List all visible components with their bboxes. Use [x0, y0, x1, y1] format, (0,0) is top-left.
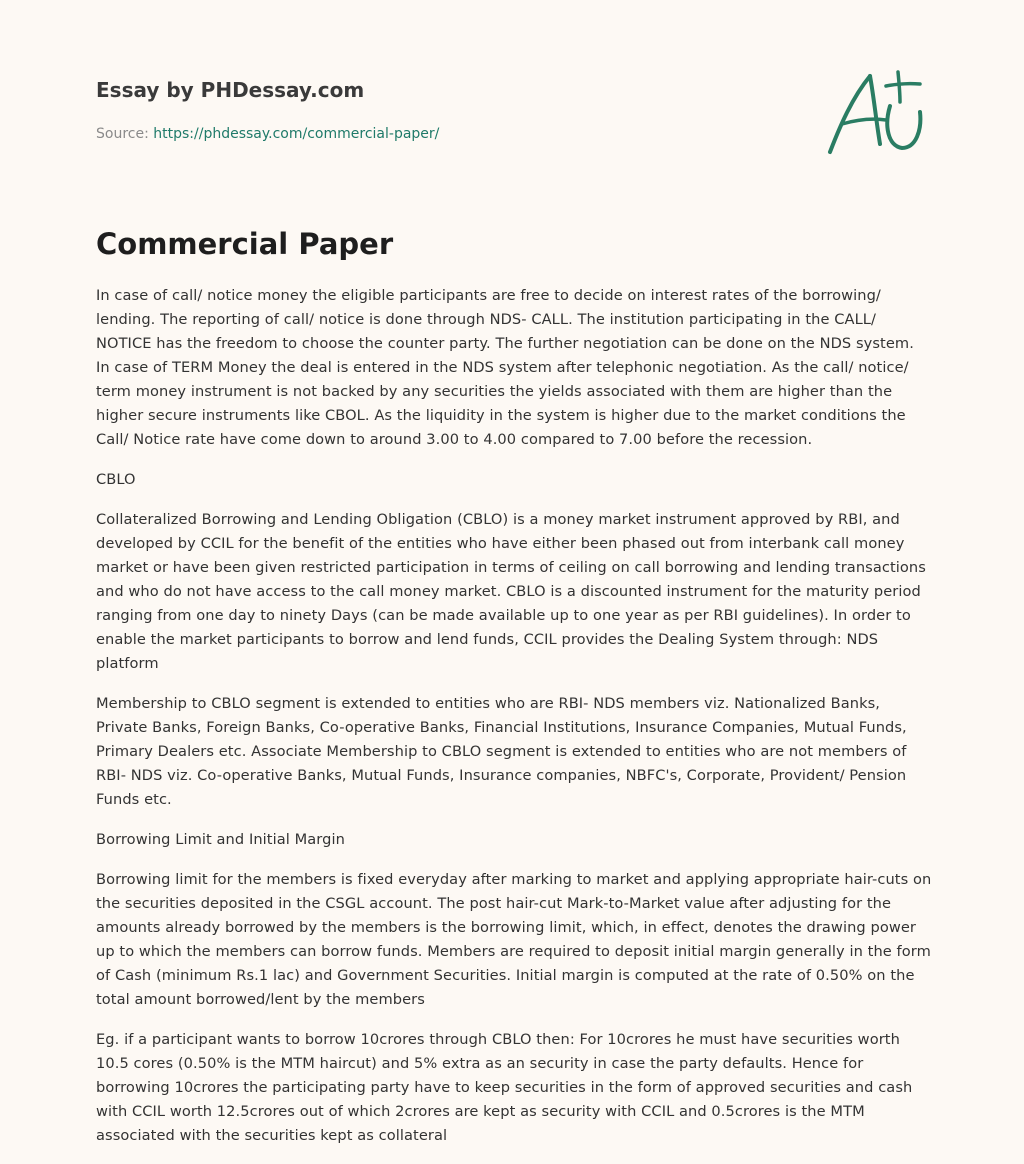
subheading-borrowing-limit: Borrowing Limit and Initial Margin: [96, 831, 345, 848]
source-label: Source:: [96, 126, 154, 142]
site-brand: Essay by PHDessay.com: [96, 78, 365, 102]
paragraph-cblo-definition: Collateralized Borrowing and Lending Obligation (CBLO) is a money market instrument approved by RBI, and developed by CCIL for the benefit of the entities who have either been phased out from interbank call money market or have been given restricted participation in terms of ceiling on call borrowing and lending transactions and who do not have access to the call money market. CBLO is a discounted instrument for the maturity period ranging from one day to ninety Days (can be made available up to one year as per RBI guidelines). In order to enable the market participants to borrow and lend funds, CCIL provides the Dealing System through: NDS platform: [96, 511, 926, 672]
a-plus-logo-icon: [822, 68, 926, 162]
paragraph-example: Eg. if a participant wants to borrow 10crores through CBLO then: For 10crores he must have securities worth 10.5 cores (0.50% is the MTM haircut) and 5% extra as an security in case the party defaults. Hence for borrowing 10crores the participating party have to keep securities in the form of approved securities and cash with CCIL worth 12.5crores out of which 2crores are kept as security with CCIL and 0.5crores is the MTM associated with the securities kept as collateral: [96, 1031, 913, 1144]
paragraph-call-notice-money: In case of call/ notice money the eligible participants are free to decide on interest rates of the borrowing/ lending. The reporting of call/ notice is done through NDS- CALL. The institution participating in the CALL/ NOTICE has the freedom to choose the counter party. The further negotiation can be done on the NDS system. In case of TERM Money the deal is entered in the NDS system after telephonic negotiation. As the call/ notice/ term money instrument is not backed by any securities the yields associated with them are higher than the higher secure instruments like CBOL. As the liquidity in the system is higher due to the market conditions the Call/ Notice rate have come down to around 3.00 to 4.00 compared to 7.00 before the recession.: [96, 287, 914, 448]
page-title: Commercial Paper: [96, 227, 394, 261]
article-body: [96, 284, 932, 1164]
subheading-cblo: CBLO: [96, 471, 136, 488]
paragraph-borrowing-limit: Borrowing limit for the members is fixed everyday after marking to market and applying appropriate hair-cuts on the securities deposited in the CSGL account. The post hair-cut Mark-to-Market value after adjusting for the amounts already borrowed by the members is the borrowing limit, which, in effect, denotes the drawing power up to which the members can borrow funds. Members are required to deposit initial margin generally in the form of Cash (minimum Rs.1 lac) and Government Securities. Initial margin is computed at the rate of 0.50% on the total amount borrowed/lent by the members: [96, 871, 932, 1008]
paragraph-cblo-membership: Membership to CBLO segment is extended to entities who are RBI- NDS members viz. Nationalized Banks, Private Banks, Foreign Banks, Co-operative Banks, Financial Institutions, Insurance Companies, Mutual Funds, Primary Dealers etc. Associate Membership to CBLO segment is extended to entities who are not members of RBI- NDS viz. Co-operative Banks, Mutual Funds, Insurance companies, NBFC's, Corporate, Provident/ Pension Funds etc.: [96, 695, 907, 808]
page-header: [96, 76, 936, 176]
source-link[interactable]: https://phdessay.com/commercial-paper/: [153, 126, 440, 142]
source-line: [96, 124, 439, 144]
